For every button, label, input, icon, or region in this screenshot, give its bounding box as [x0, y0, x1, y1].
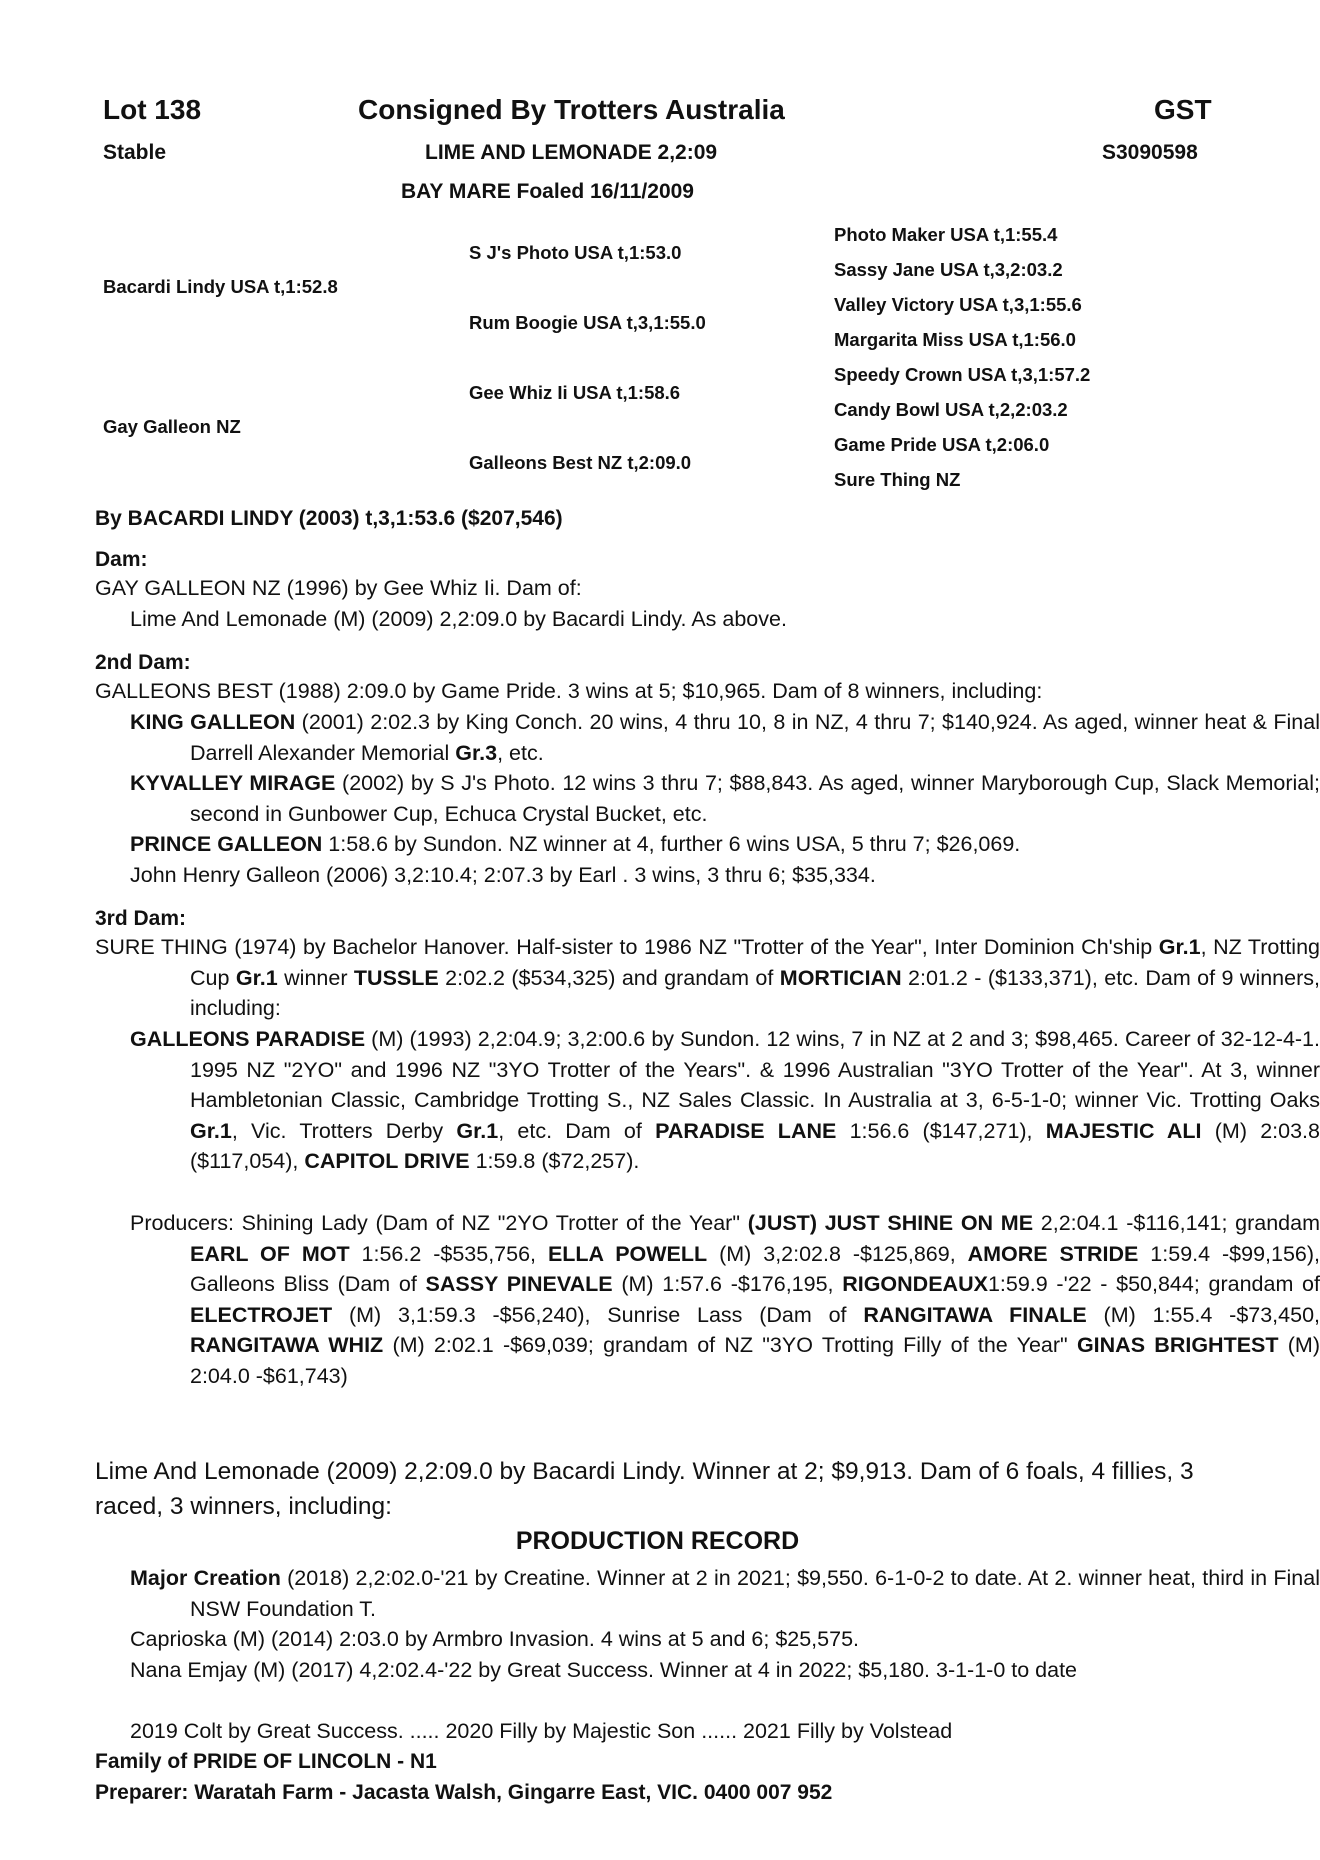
pedigree-g3-1: Photo Maker USA t,1:55.4: [834, 224, 1058, 245]
horse-name: LIME AND LEMONADE 2,2:09: [425, 141, 718, 164]
producers-entry: Producers: Shining Lady (Dam of NZ "2YO Trotter of the Year" (JUST) JUST SHINE ON ME 2,2:04.1 -$116,141; grandam EARL OF MOT 1:56.2 -$535,756, ELLA POWELL (M) 3,2:02.8 -$125,869, AMORE STRIDE 1:59.4 -$99,156), Galleons Bliss (Dam of SASSY PINEVALE (M) 1:57.6 -$176,195, RIGONDEAUX1:59.9 -'22 - $50,844; grandam of ELECTROJET (M) 3,1:59.3 -$56,240), Sunrise Lass (Dam of RANGITAWA FINALE (M) 1:55.4 -$73,450, RANGITAWA WHIZ (M) 2:02.1 -$69,039; grandam of NZ "3YO Trotting Filly of the Year" GINAS BRIGHTEST (M) 2:04.0 -$61,743): [130, 1211, 1320, 1388]
dam-title: Dam:: [95, 548, 148, 571]
second-dam-entry-4: John Henry Galleon (2006) 3,2:10.4; 2:07.3 by Earl . 3 wins, 3 thru 6; $35,334.: [130, 863, 876, 887]
pedigree-sire-dam: Rum Boogie USA t,3,1:55.0: [469, 312, 706, 333]
horse-id: S3090598: [1102, 141, 1198, 164]
pedigree-sire-sire: S J's Photo USA t,1:53.0: [469, 242, 682, 263]
production-row-3: Nana Emjay (M) (2017) 4,2:02.4-'22 by Great Success. Winner at 4 in 2022; $5,180. 3-1-1-0 to date: [130, 1658, 1078, 1682]
second-dam-intro: GALLEONS BEST (1988) 2:09.0 by Game Pride. 3 wins at 5; $10,965. Dam of 8 winners, including:: [95, 679, 1043, 703]
pedigree-sire: Bacardi Lindy USA t,1:52.8: [103, 276, 338, 297]
pedigree-g3-5: Speedy Crown USA t,3,1:57.2: [834, 364, 1091, 385]
pedigree-dam: Gay Galleon NZ: [103, 416, 241, 437]
dam-line-2: Lime And Lemonade (M) (2009) 2,2:09.0 by Bacardi Lindy. As above.: [130, 607, 787, 631]
second-dam-entry-2: KYVALLEY MIRAGE (2002) by S J's Photo. 12 wins 3 thru 7; $88,843. As aged, winner Maryborough Cup, Slack Memorial; second in Gunbower Cup, Echuca Crystal Bucket, etc.: [130, 771, 1320, 826]
gst-label: GST: [1154, 94, 1212, 125]
horse-description: BAY MARE Foaled 16/11/2009: [401, 180, 694, 203]
preparer-line: Preparer: Waratah Farm - Jacasta Walsh, Gingarre East, VIC. 0400 007 952: [95, 1781, 833, 1804]
pedigree-g3-2: Sassy Jane USA t,3,2:03.2: [834, 259, 1063, 280]
third-dam-title: 3rd Dam:: [95, 907, 187, 930]
galleons-paradise-entry: GALLEONS PARADISE (M) (1993) 2,2:04.9; 3,2:00.6 by Sundon. 12 wins, 7 in NZ at 2 and 3; $98,465. Career of 32-12-4-1. 1995 NZ "2YO" and 1996 NZ "3YO Trotter of the Years". & 1996 Australian "3YO Trotter of the Year". At 3, winner Hambletonian Classic, Cambridge Trotting S., NZ Sales Classic. In Australia at 3, 6-5-1-0; winner Vic. Trotting Oaks Gr.1, Vic. Trotters Derby Gr.1, etc. Dam of PARADISE LANE 1:56.6 ($147,271), MAJESTIC ALI (M) 2:03.8 ($117,054), CAPITOL DRIVE 1:59.8 ($72,257).: [130, 1027, 1320, 1173]
consignor: Consigned By Trotters Australia: [358, 94, 785, 125]
dam-line-1: GAY GALLEON NZ (1996) by Gee Whiz Ii. Dam of:: [95, 576, 582, 600]
production-row-2: Caprioska (M) (2014) 2:03.0 by Armbro Invasion. 4 wins at 5 and 6; $25,575.: [130, 1627, 860, 1651]
production-row-4: 2019 Colt by Great Success. ..... 2020 Filly by Majestic Son ...... 2021 Filly by Volstead: [130, 1719, 953, 1743]
pedigree-g3-8: Sure Thing NZ: [834, 469, 961, 490]
lot-number: Lot 138: [103, 94, 202, 125]
family-line: Family of PRIDE OF LINCOLN - N1: [95, 1750, 437, 1773]
production-row-1: Major Creation (2018) 2,2:02.0-'21 by Creatine. Winner at 2 in 2021; $9,550. 6-1-0-2 to date. At 2. winner heat, third in Final NSW Foundation T.: [130, 1566, 1320, 1621]
summary: Lime And Lemonade (2009) 2,2:09.0 by Bacardi Lindy. Winner at 2; $9,913. Dam of 6 foals, 4 fillies, 3 raced, 3 winners, including:: [95, 1458, 1194, 1520]
third-dam-intro: SURE THING (1974) by Bachelor Hanover. Half-sister to 1986 NZ "Trotter of the Year", Inter Dominion Ch'ship Gr.1, NZ Trotting Cup Gr.1 winner TUSSLE 2:02.2 ($534,325) and grandam of MORTICIAN 2:01.2 - ($133,371), etc. Dam of 9 winners, including:: [95, 935, 1320, 1020]
location: Stable: [103, 141, 167, 164]
pedigree-g3-6: Candy Bowl USA t,2,2:03.2: [834, 399, 1068, 420]
pedigree-dam-dam: Galleons Best NZ t,2:09.0: [469, 452, 692, 473]
pedigree-g3-7: Game Pride USA t,2:06.0: [834, 434, 1050, 455]
pedigree-g3-3: Valley Victory USA t,3,1:55.6: [834, 294, 1082, 315]
second-dam-title: 2nd Dam:: [95, 651, 191, 674]
second-dam-entry-1: KING GALLEON (2001) 2:02.3 by King Conch. 20 wins, 4 thru 10, 8 in NZ, 4 thru 7; $140,924. As aged, winner heat & Final Darrell Alexander Memorial Gr.3, etc.: [130, 710, 1320, 765]
pedigree-dam-sire: Gee Whiz Ii USA t,1:58.6: [469, 382, 681, 403]
by-line: By BACARDI LINDY (2003) t,3,1:53.6 ($207,546): [95, 507, 563, 530]
pedigree-g3-4: Margarita Miss USA t,1:56.0: [834, 329, 1076, 350]
production-record-title: PRODUCTION RECORD: [515, 1527, 800, 1555]
second-dam-entry-3: PRINCE GALLEON 1:58.6 by Sundon. NZ winner at 4, further 6 wins USA, 5 thru 7; $26,069.: [130, 832, 1021, 856]
